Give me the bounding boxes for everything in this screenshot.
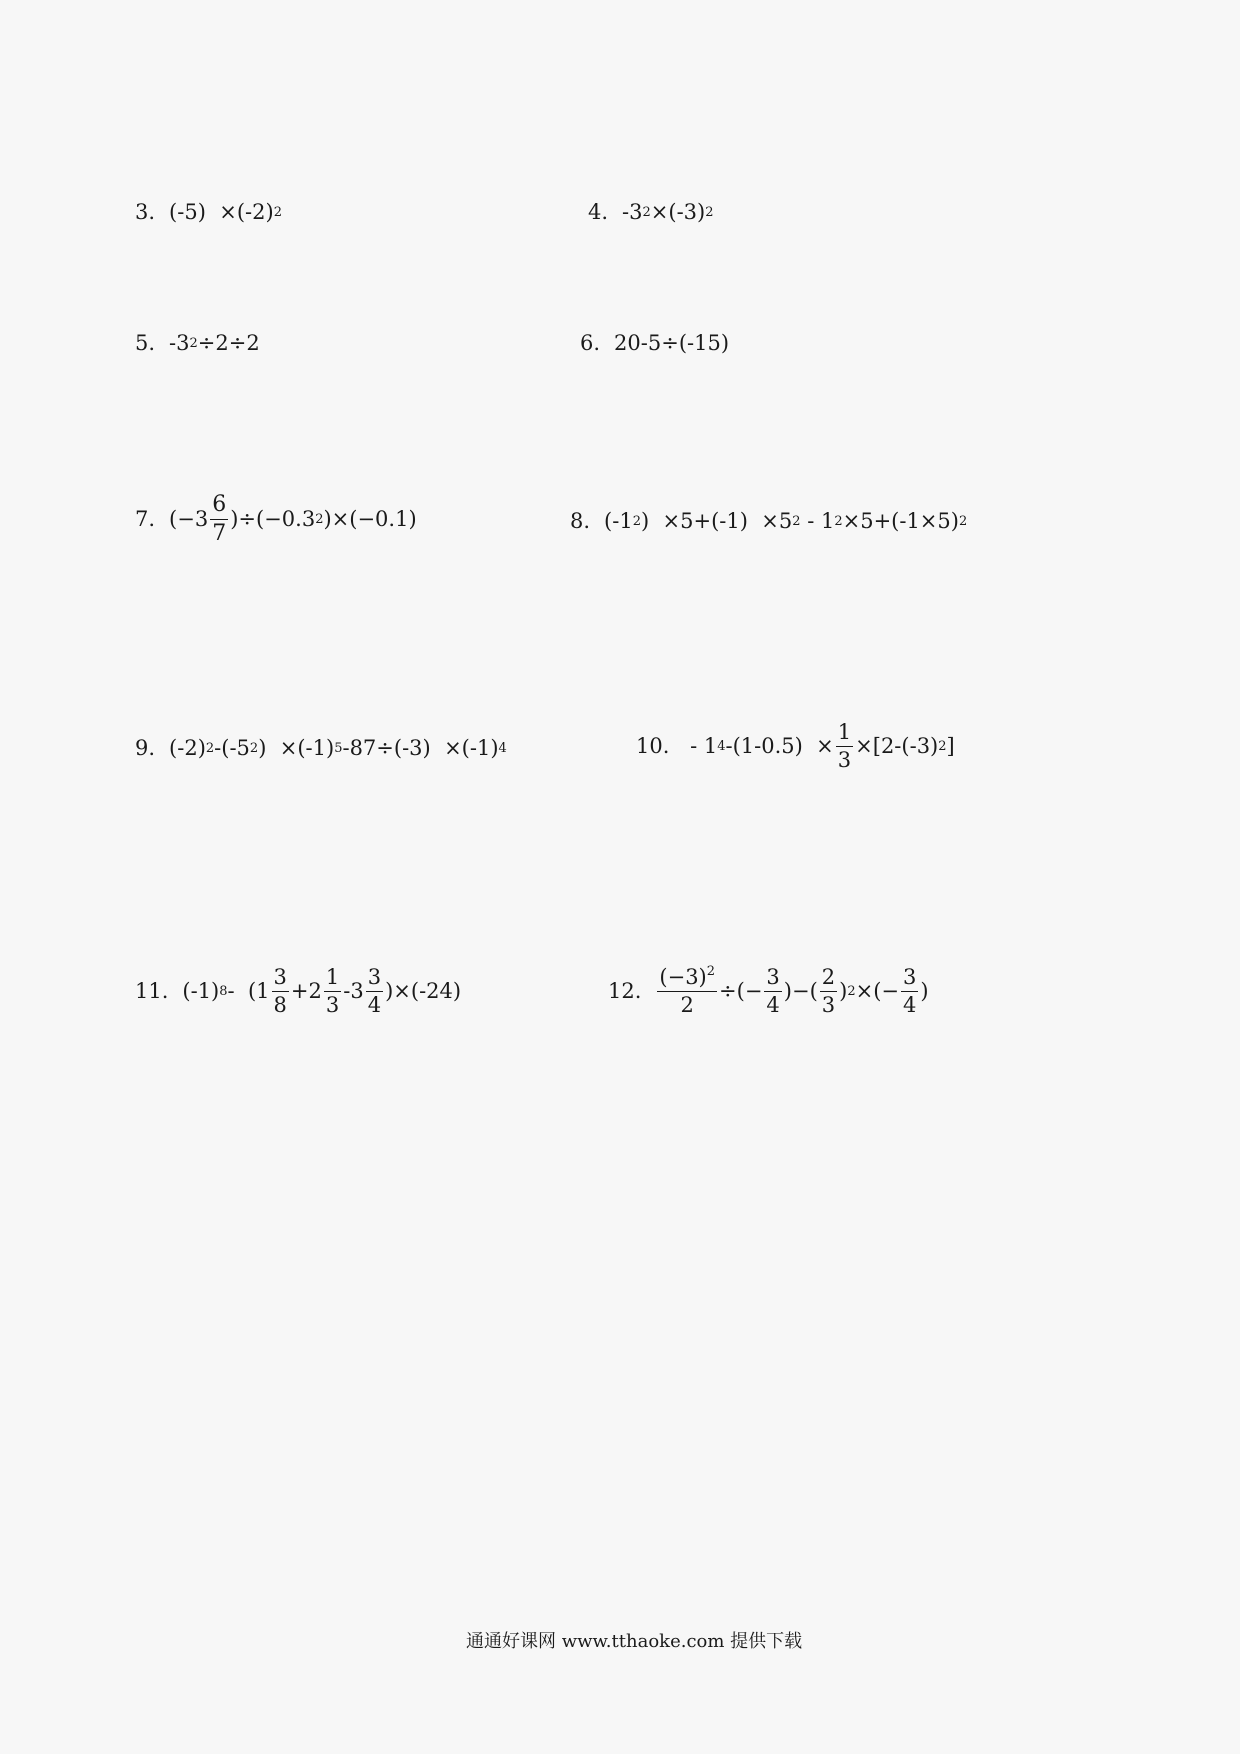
problem-number: 9.: [135, 736, 156, 760]
problem-number: 4.: [588, 200, 609, 224]
problem-expression: $\frac{(-3)^2}{2}$ ÷(− $\frac{3}{4}$ )−( $\frac{2}{3}$ ) 2 ×(− $\frac{3}{4}$ ): [659, 964, 929, 1017]
problem-7: [135, 494, 417, 545]
problem-expression: -3 2 ×(-3) 2: [622, 200, 714, 224]
problem-expression: -3 2 ÷2÷2: [169, 331, 260, 355]
problem-expression: (-1) 8 - (1 $\frac{3}{8}$ +2 $\frac{1}{3}$ -3 $\frac{3}{4}$ )×(-24): [182, 965, 462, 1017]
problem-number: 8.: [570, 509, 591, 533]
problem-number: 7.: [135, 507, 156, 531]
problem-8: [570, 511, 967, 532]
problem-4: [588, 202, 714, 223]
problem-5: [135, 333, 260, 354]
problem-expression: (-5) ×(-2) 2: [169, 200, 282, 224]
problem-12: [608, 964, 929, 1017]
problem-6: [580, 333, 729, 354]
problem-expression: (-1 2 ) ×5+(-1) ×5 2 - 1 2 ×5+(-1×5) 2: [604, 509, 968, 533]
problem-expression: 20-5÷(-15): [614, 331, 730, 355]
problem-3: [135, 202, 282, 223]
problem-number: 3.: [135, 200, 156, 224]
problem-11: [135, 967, 461, 1016]
problem-number: 12.: [608, 979, 642, 1003]
problem-expression: (−3 $\frac{6}{7}$ )÷(−0.3 2 )×(−0.1): [169, 492, 417, 546]
problem-number: 11.: [135, 979, 169, 1003]
footer-text: 通通好课网 www.tthaoke.com 提供下载: [466, 1631, 803, 1652]
problem-number: 6.: [580, 331, 601, 355]
problem-expression: - 1 4 -(1-0.5) × $\frac{1}{3}$ ×[2-(-3) 2 ]: [683, 720, 955, 772]
problem-9: [135, 738, 507, 759]
problem-number: 10.: [636, 734, 670, 758]
problem-expression: (-2) 2 -(-5 2 ) ×(-1) 5 -87÷(-3) ×(-1) 4: [169, 736, 507, 760]
problem-10: [636, 722, 955, 771]
problem-number: 5.: [135, 331, 156, 355]
